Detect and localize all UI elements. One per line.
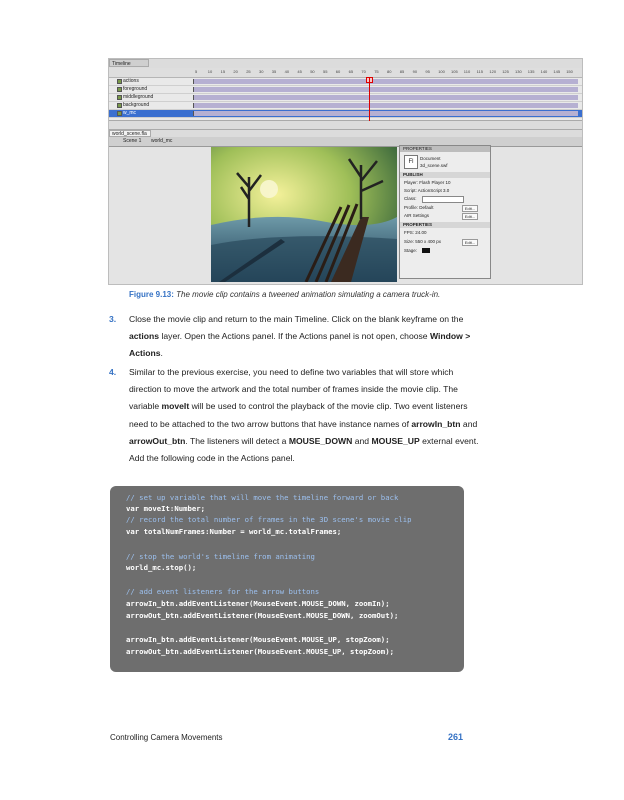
pi-edit-button[interactable]: Edit... — [462, 205, 478, 212]
step-3 — [109, 311, 479, 363]
pi-row: FPS: 24.00 — [404, 230, 427, 235]
layer-icon — [117, 95, 122, 100]
layer-icon — [117, 103, 122, 108]
frame-number: 55 — [323, 69, 328, 74]
text-run: . The listeners will detect a — [185, 435, 289, 446]
frame-number: 120 — [489, 69, 497, 74]
scene-label: Scene 1 — [123, 138, 142, 144]
bold-term: MOUSE_DOWN — [288, 435, 353, 446]
code-comment: // stop the world's timeline from animating — [126, 552, 315, 561]
layer-name: foreground — [123, 86, 148, 92]
pi-file: 3d_scene.swf — [420, 163, 448, 168]
frame-number: 15 — [220, 69, 226, 74]
pi-row: AIR Settings — [404, 213, 430, 218]
frame-number: 10 — [207, 69, 213, 74]
layer-icon — [117, 111, 122, 116]
figure-caption — [129, 290, 440, 299]
timeline-layer[interactable] — [109, 86, 582, 94]
pi-section-properties: PROPERTIES — [400, 222, 490, 228]
tween-span[interactable] — [193, 111, 578, 116]
pi-row: Class: — [404, 196, 417, 201]
layer-name: background — [123, 102, 150, 108]
tween-span[interactable] — [193, 87, 578, 92]
text-run: Close the movie clip and return to the main Timeline. Click on the blank keyframe on the — [129, 314, 464, 324]
stage-color-swatch[interactable] — [422, 248, 430, 253]
text-run: external event. Add the following code in the Actions panel. — [129, 435, 479, 464]
frame-number: 20 — [233, 69, 238, 74]
frame-number: 40 — [284, 69, 290, 74]
frame-number: 45 — [297, 69, 302, 74]
frame-number: 50 — [310, 69, 315, 74]
pi-section-publish: PUBLISH — [400, 172, 490, 178]
layer-name: w_mc — [123, 110, 137, 116]
timeline-panel — [109, 68, 582, 121]
frame-number: 25 — [246, 69, 251, 74]
tween-span[interactable] — [193, 95, 578, 100]
frame-number: 85 — [399, 69, 405, 74]
frame-number: 125 — [502, 69, 509, 74]
bold-term: arrowOut_btn — [129, 435, 186, 446]
timeline-footer — [109, 121, 582, 130]
text-run: and — [352, 435, 372, 446]
frame-number: 115 — [476, 69, 483, 74]
frame-number: 110 — [463, 69, 471, 74]
text-run: Similar to the previous exercise, you need to define two variables that will store which direction to move the artwork and the total number of frames inside the movie clip. The variable — [129, 367, 458, 412]
code-comment: // set up variable that will move the timeline forward or back — [126, 493, 399, 502]
code-listing — [110, 486, 464, 672]
frame-number: 100 — [438, 69, 445, 74]
layer-name: middleground — [123, 94, 154, 100]
stage-area — [109, 147, 582, 284]
document-tab: world_scene.fla — [109, 130, 151, 137]
fl-document-icon: Fl — [404, 155, 418, 169]
figure-label: Figure 9.13: — [129, 290, 174, 299]
symbol-label: world_mc — [151, 138, 173, 144]
frame-number: 5 — [195, 69, 198, 74]
frame-number: 75 — [374, 69, 379, 74]
bold-term: Window > Actions — [129, 331, 471, 359]
frame-number: 60 — [335, 69, 341, 74]
timeline-tab: Timeline — [109, 59, 149, 67]
code-line: arrowOut_btn.addEventListener(MouseEvent.MOUSE_UP, stopZoom); — [126, 647, 394, 656]
text-run: and — [460, 418, 478, 429]
code-line: arrowIn_btn.addEventListener(MouseEvent.MOUSE_UP, stopZoom); — [126, 635, 390, 644]
frame-number: 150 — [566, 69, 573, 74]
step-text — [129, 311, 479, 363]
page-number: 261 — [448, 732, 464, 742]
frame-number: 70 — [361, 69, 366, 74]
caption-text: The movie clip contains a tweened animation simulating a camera truck-in. — [176, 290, 441, 299]
frame-number: 35 — [271, 69, 277, 74]
layer-icon — [117, 79, 122, 84]
frame-number: 140 — [540, 69, 548, 74]
property-inspector-tab: PROPERTIES — [400, 146, 490, 152]
code-line: var moveIt:Number; — [126, 504, 206, 513]
pi-edit-button[interactable]: Edit... — [462, 213, 478, 220]
frame-number: 30 — [259, 69, 264, 74]
bold-term: arrowIn_btn — [411, 418, 461, 429]
frame-number: 65 — [348, 69, 354, 74]
pi-row: Stage: — [404, 248, 418, 253]
text-run: will be used to control the playback of the movie clip. Two event listeners need to be attached to the two arrow buttons that have instance names of — [129, 401, 468, 429]
text-run: layer. Open the Actions panel. If the Actions panel is not open, choose — [159, 331, 430, 342]
code-comment: // record the total number of frames in the 3D scene's movie clip — [126, 515, 412, 524]
bold-term: moveIt — [161, 401, 190, 412]
frame-number: 90 — [412, 69, 418, 74]
step-number: 3. — [109, 314, 117, 324]
code-comment: // add event listeners for the arrow buttons — [126, 587, 320, 596]
step-number: 4. — [109, 367, 117, 377]
frame-number: 105 — [451, 69, 458, 74]
timeline-layer[interactable] — [109, 102, 582, 110]
frame-number: 145 — [553, 69, 561, 74]
code-line: var totalNumFrames:Number = world_mc.totalFrames; — [126, 527, 342, 536]
code-line: arrowOut_btn.addEventListener(MouseEvent.MOUSE_DOWN, zoomOut); — [126, 611, 399, 620]
edit-bar — [109, 137, 582, 147]
chapter-title: Controlling Camera Movements — [110, 733, 223, 742]
frame-number: 135 — [527, 69, 535, 74]
pi-row: Size: 550 x 400 px — [404, 239, 442, 244]
text-run: . — [160, 348, 163, 359]
timeline-header — [109, 68, 582, 78]
bold-term: MOUSE_UP — [371, 435, 420, 446]
timeline-layer[interactable] — [109, 110, 582, 118]
property-inspector — [399, 145, 491, 279]
figure-screenshot — [108, 58, 583, 285]
pi-edit-button[interactable]: Edit... — [462, 239, 478, 246]
code-line: arrowIn_btn.addEventListener(MouseEvent.MOUSE_DOWN, zoomIn); — [126, 599, 390, 608]
bold-term: actions — [129, 331, 160, 342]
step-text — [129, 364, 479, 467]
pi-row: Profile: Default — [404, 205, 434, 210]
timeline-layer[interactable] — [109, 78, 582, 86]
frame-number: 95 — [425, 69, 430, 74]
scene-artwork — [211, 147, 397, 282]
step-4 — [109, 364, 479, 467]
tween-span[interactable] — [193, 103, 578, 108]
pi-type: Document — [420, 156, 441, 161]
pi-row: Player: Flash Player 10 — [404, 180, 451, 185]
code-line: world_mc.stop(); — [126, 563, 197, 572]
timeline-layer[interactable] — [109, 94, 582, 102]
frame-number: 130 — [515, 69, 522, 74]
pi-class-field[interactable] — [422, 196, 464, 203]
layer-icon — [117, 87, 122, 92]
tween-span[interactable] — [193, 79, 578, 84]
pi-row: Script: ActionScript 3.0 — [404, 188, 450, 193]
frame-number: 80 — [387, 69, 392, 74]
layer-name: actions — [123, 78, 139, 84]
